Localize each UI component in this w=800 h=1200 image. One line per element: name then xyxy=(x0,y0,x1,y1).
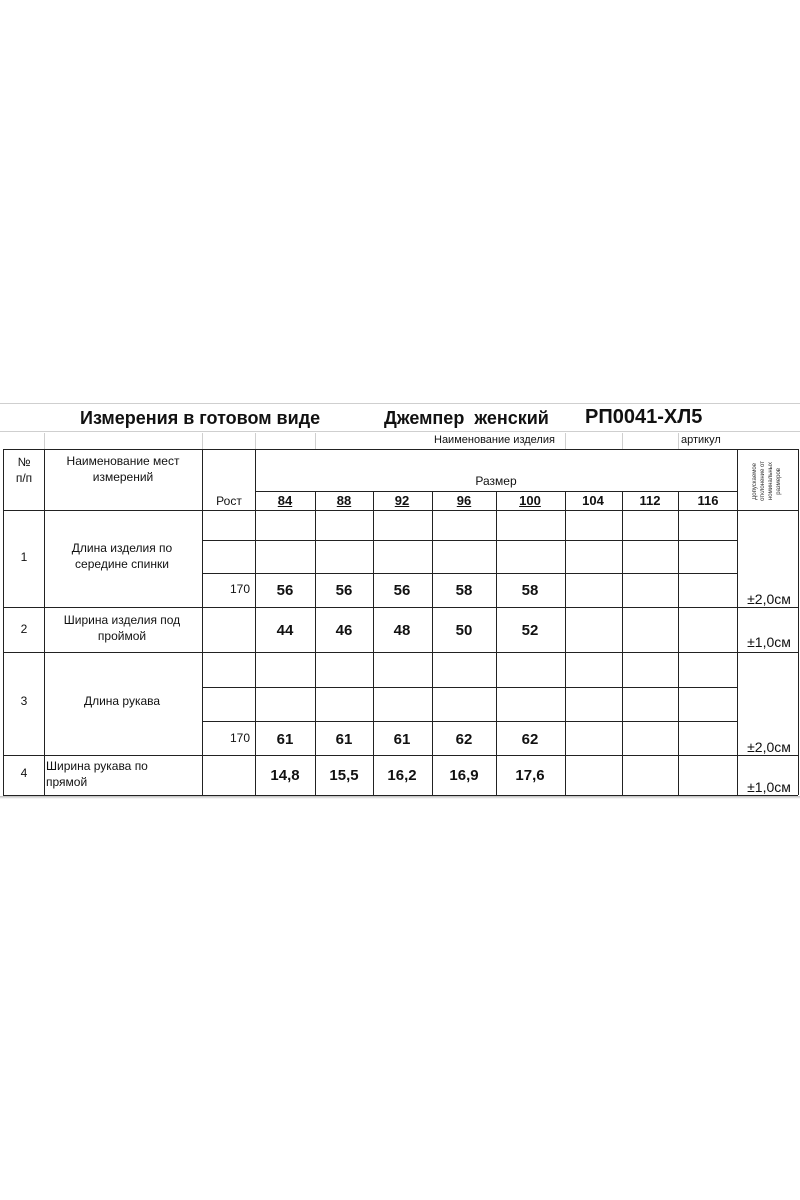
value-88: 56 xyxy=(335,582,353,599)
value-92: 48 xyxy=(393,622,411,639)
product-name: Джемпер женский xyxy=(384,408,549,428)
row-name-line2: середине спинки xyxy=(75,557,169,571)
col-number-line1: № xyxy=(17,455,31,469)
col-name-line2: измерений xyxy=(92,470,154,484)
value-88: 61 xyxy=(335,731,353,748)
tolerance-header-line1: Допускаемое xyxy=(752,462,758,500)
row-number: 1 xyxy=(20,550,28,564)
row-name-line2: проймой xyxy=(97,629,147,643)
value-84: 14,8 xyxy=(270,767,300,784)
sheet-title: Измерения в готовом виде xyxy=(80,408,321,428)
row-height: 170 xyxy=(229,731,251,745)
product-caption: Наименование изделия xyxy=(434,434,555,446)
row-number: 3 xyxy=(20,694,28,708)
value-100: 52 xyxy=(521,622,539,639)
tolerance-header-line2: отклонение от xyxy=(760,461,766,501)
size-92: 92 xyxy=(394,493,410,508)
value-92: 56 xyxy=(393,582,411,599)
value-96: 62 xyxy=(455,731,473,748)
col-height: Рост xyxy=(216,494,242,508)
row-height: 170 xyxy=(229,582,251,596)
size-116: 116 xyxy=(697,493,719,508)
row-tolerance: ±1,0см xyxy=(747,634,791,650)
bottom-edge xyxy=(0,796,800,799)
row-name-line1: Ширина изделия под xyxy=(63,613,181,627)
value-84: 44 xyxy=(276,622,294,639)
row-tolerance: ±1,0см xyxy=(747,779,791,795)
col-size-group: Размер xyxy=(475,474,517,488)
size-112: 112 xyxy=(639,493,661,508)
row-name-line2: прямой xyxy=(46,775,88,789)
row-tolerance: ±2,0см xyxy=(747,591,791,607)
value-100: 58 xyxy=(521,582,539,599)
value-100: 62 xyxy=(521,731,539,748)
value-100: 17,6 xyxy=(515,767,545,784)
value-92: 61 xyxy=(393,731,411,748)
row-tolerance: ±2,0см xyxy=(747,739,791,755)
tolerance-header-line4: размеров xyxy=(776,467,782,495)
value-84: 56 xyxy=(276,582,294,599)
value-88: 46 xyxy=(335,622,353,639)
article-caption: артикул xyxy=(681,434,721,446)
col-name-line1: Наименование мест xyxy=(66,454,180,468)
row-name-line1: Длина изделия по xyxy=(71,541,173,555)
value-96: 16,9 xyxy=(449,767,479,784)
row-number: 2 xyxy=(20,622,28,636)
size-84: 84 xyxy=(277,493,293,508)
row-name-line1: Ширина рукава по xyxy=(46,759,148,773)
tolerance-header-line3: номинальных xyxy=(768,461,774,501)
value-92: 16,2 xyxy=(387,767,417,784)
size-96: 96 xyxy=(456,493,472,508)
value-96: 50 xyxy=(455,622,473,639)
col-number-line2: п/п xyxy=(15,471,33,485)
size-104: 104 xyxy=(582,493,604,508)
row-name-line1: Длина рукава xyxy=(83,694,161,708)
article-code: РП0041-ХЛ5 xyxy=(585,406,703,428)
value-84: 61 xyxy=(276,731,294,748)
size-88: 88 xyxy=(336,493,352,508)
value-96: 58 xyxy=(455,582,473,599)
value-88: 15,5 xyxy=(329,767,359,784)
col-tolerance-header xyxy=(735,450,799,512)
row-number: 4 xyxy=(20,766,28,780)
size-100: 100 xyxy=(519,493,541,508)
